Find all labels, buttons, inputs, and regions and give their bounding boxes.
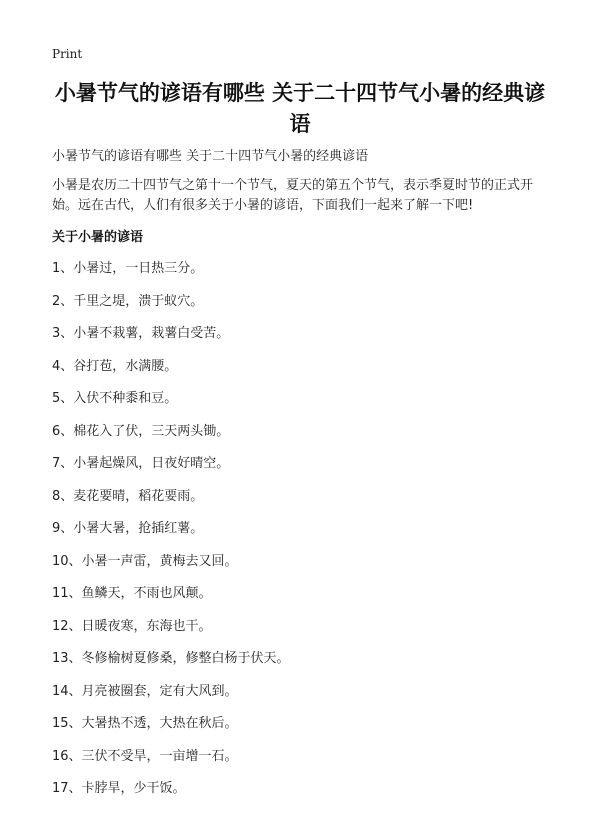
saying-item: 7、小暑起燥风，日夜好晴空。	[52, 456, 230, 471]
sayings-list	[52, 258, 290, 811]
saying-item: 2、千里之堤，溃于蚁穴。	[52, 293, 204, 309]
saying-item: 17、卡脖旱，少干饭。	[52, 781, 186, 796]
saying-item: 15、大暑热不透，大热在秋后。	[52, 716, 238, 731]
intro-paragraph: 小暑是农历二十四节气之第十一个节气，夏天的第五个节气，表示季夏时节的正式开始。远在古代，人们有很多关于小暑的谚语，下面我们一起来了解一下吧!	[52, 178, 534, 213]
document-title: 小暑节气的谚语有哪些 关于二十四节气小暑的经典谚语	[54, 81, 546, 136]
saying-item: 12、日暖夜寒，东海也干。	[52, 618, 212, 634]
saying-item: 9、小暑大暑，抢插红薯。	[52, 521, 204, 536]
saying-item: 11、鱼鳞天，不雨也风颠。	[52, 586, 212, 601]
saying-item: 6、棉花入了伏，三天两头锄。	[52, 423, 230, 439]
saying-item: 5、入伏不种黍和豆。	[52, 391, 178, 406]
saying-item: 3、小暑不栽薯，栽薯白受苦。	[52, 326, 230, 341]
saying-item: 14、月亮被圈套，定有大风到。	[52, 683, 238, 699]
section-heading: 关于小暑的谚语	[52, 230, 144, 245]
saying-item: 1、小暑过，一日热三分。	[52, 261, 204, 276]
saying-item: 13、冬修榆树夏修桑，修整白杨于伏天。	[52, 651, 290, 666]
print-label: Print	[52, 47, 83, 61]
document-subtitle: 小暑节气的谚语有哪些 关于二十四节气小暑的经典谚语	[52, 149, 369, 164]
saying-item: 16、三伏不受旱，一亩增一石。	[52, 748, 238, 764]
saying-item: 8、麦花要晴，稻花要雨。	[52, 488, 204, 504]
saying-item: 10、小暑一声雷，黄梅去又回。	[52, 553, 238, 569]
saying-item: 4、谷打苞，水满腰。	[52, 358, 178, 374]
